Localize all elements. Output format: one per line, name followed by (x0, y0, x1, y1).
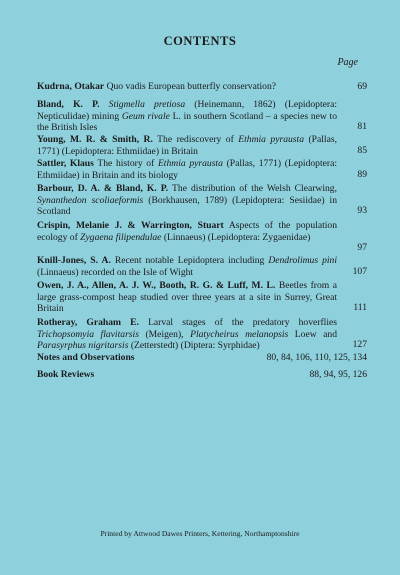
entry-title-text: (Linnaeus) recorded on the Isle of Wight (37, 266, 194, 278)
contents-entry (37, 81, 367, 93)
entry-title-text: (Heinemann, 1862) (Lepidoptera: Nepticulidae) mining (37, 99, 337, 122)
entry-author: Knill-Jones, S. A. (37, 255, 111, 266)
entry-text (37, 317, 337, 352)
entry-author: Crispin, Melanie J. & Warrington, Stuart (37, 220, 224, 231)
entry-title-text: The rediscovery of (152, 134, 239, 145)
entry-title-text: (Pallas, 1771) (Lepidoptera: Ethmiidae) in Britain (37, 134, 337, 157)
entry-title-text: (Meigen), (138, 328, 191, 340)
entry-author: Bland, K. P. (37, 99, 100, 110)
entry-title-text: (Linnaeus) (Lepidoptera: Zygaenidae) (161, 231, 311, 243)
entry-title-text: Larval stages of the predatory hoverflies (138, 317, 337, 328)
entry-species-name: Parasyrphus nigritarsis (37, 340, 129, 352)
entry-page-number: 93 (357, 205, 367, 216)
entry-title-text: Loew and (288, 328, 337, 340)
reviews-label: Book Reviews (37, 369, 95, 380)
entry-text (37, 158, 337, 181)
contents-entry (37, 280, 367, 315)
printer-footer: Printed by Attwood Dawes Printers, Kettering, Northamptonshire (100, 529, 300, 538)
reviews-pages: 88, 94, 95, 126 (309, 369, 367, 380)
notes-row (37, 352, 367, 364)
entry-text (37, 81, 337, 93)
entry-species-name: Ethmia pyrausta (238, 134, 305, 145)
entry-author: Kudrna, Otakar (37, 81, 105, 92)
entry-title-text: The distribution of the Welsh Clearwing, (168, 183, 338, 194)
contents-entry (37, 183, 367, 218)
contents-entry (37, 220, 367, 253)
entry-text (37, 220, 337, 243)
entry-page-number: 107 (352, 266, 367, 277)
entry-author: Barbour, D. A. & Bland, K. P. (37, 183, 169, 194)
entry-title-text (99, 99, 108, 110)
entry-page-number: 85 (357, 145, 367, 156)
entry-species-name: Dendrolimus pini (268, 255, 337, 266)
entry-text (37, 255, 337, 278)
contents-entry (37, 99, 367, 134)
contents-entry (37, 317, 367, 352)
entry-page-number: 89 (357, 169, 367, 180)
entry-author: Rotheray, Graham E. (37, 317, 139, 328)
entry-title-text: (Borkhausen, 1789) (Lepidoptera: Sesiidae) in Scotland (37, 194, 337, 218)
entry-species-name: Synanthedon scoliaeformis (37, 194, 144, 206)
entry-text (37, 99, 337, 134)
entry-page-number: 127 (352, 339, 367, 350)
contents-entry (37, 158, 367, 181)
entry-page-number: 81 (357, 121, 367, 132)
entry-title-text: (Zetterstedt) (Diptera: Syrphidae) (128, 340, 260, 352)
entry-species-name: Platycheirus melanopsis (190, 328, 289, 340)
entry-title-text: Recent notable Lepidoptera including (110, 255, 269, 266)
entry-page-number: 69 (357, 81, 367, 92)
entry-page-number: 111 (353, 302, 367, 313)
notes-pages: 80, 84, 106, 110, 125, 134 (266, 352, 367, 363)
notes-label: Notes and Observations (37, 352, 135, 363)
entry-author: Young, M. R. & Smith, R. (37, 134, 153, 145)
entry-species-name: Ethmia pyrausta (157, 158, 223, 169)
entry-page-number: 97 (357, 242, 367, 253)
entry-species-name: Geum rivale (121, 110, 170, 122)
entry-author: Owen, J. A., Allen, A. J. W., Booth, R. G. & Luff, M. L. (37, 280, 276, 291)
page-title: CONTENTS (163, 34, 237, 48)
entry-text (37, 134, 337, 157)
entry-title-text: L. in southern Scotland – a species new to the British Isles (37, 110, 337, 134)
entry-author: Sattler, Klaus (37, 158, 94, 169)
entry-title-text: The history of (93, 158, 158, 169)
entry-species-name: Stigmella pretiosa (108, 99, 186, 110)
entry-text (37, 280, 337, 315)
contents-entry (37, 255, 367, 278)
entry-species-name: Trichopsomyia flavitarsis (37, 328, 139, 340)
entry-title-text: Beetles from a large grass-compost heap studied over three years at a site in Surrey, Great Britain (37, 280, 337, 315)
contents-entry (37, 134, 367, 157)
entry-title-text: Quo vadis European butterfly conservation? (104, 81, 277, 92)
entry-title-text: Aspects of the population ecology of (37, 220, 337, 243)
entry-text (37, 183, 337, 218)
page-column-label: Page (337, 57, 358, 68)
reviews-row (37, 369, 367, 381)
entry-title-text: (Pallas, 1771) (Lepidoptera: Ethmiidae) in Britain and its biology (37, 158, 337, 181)
entry-species-name: Zygaena filipendulae (80, 231, 162, 243)
